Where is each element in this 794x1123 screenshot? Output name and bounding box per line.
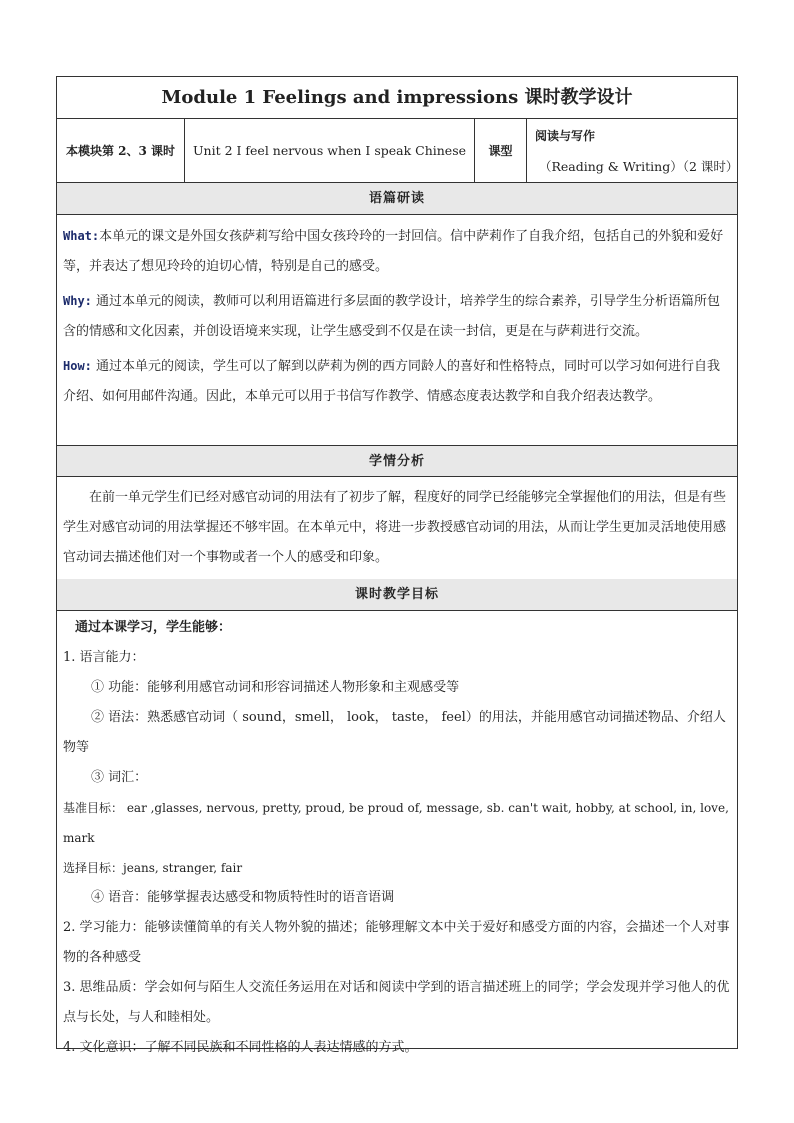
objectives-intro: 通过本课学习，学生能够：	[75, 620, 232, 635]
objective-1a: ① 功能：能够利用感官动词和形容词描述人物形象和主观感受等	[91, 680, 460, 695]
how-paragraph	[63, 351, 731, 412]
why-key: Why:	[63, 294, 92, 308]
type-label: 课型	[475, 119, 527, 182]
objective-4: 4. 文化意识：了解不同民族和不同性格的人表达情感的方式。	[63, 1040, 418, 1055]
objective-1b: ② 语法：熟悉感官动词（ sound，smell， look， taste， feel）的用法，并能用感官动词描述物品、介绍人物等	[63, 710, 726, 755]
why-paragraph	[63, 286, 731, 347]
objective-1c: ③ 词汇：	[91, 770, 148, 785]
how-text: 通过本单元的阅读，学生可以了解到以萨莉为例的西方同龄人的喜好和性格特点，同时可以学习如何进行自我介绍、如何用邮件沟通。因此，本单元可以用于书信写作教学、情感态度表达教学和自我介绍表达教学。	[63, 359, 721, 404]
type-value	[527, 119, 737, 182]
objectives-content	[57, 613, 737, 1055]
vocab-choice: 选择目标：jeans, stranger, fair	[63, 861, 243, 875]
unit-title: Unit 2 I feel nervous when I speak Chinese	[185, 119, 475, 182]
objective-1d: ④ 语音：能够掌握表达感受和物质特性时的语音语调	[91, 890, 395, 905]
type-value-en: （Reading & Writing）（2 课时）	[539, 159, 739, 174]
lesson-plan-table	[56, 76, 739, 1055]
what-paragraph	[63, 221, 731, 282]
section-text-study	[57, 215, 737, 469]
section-heading-text-study: 语篇研读	[57, 183, 737, 215]
page-title: Module 1 Feelings and impressions 课时教学设计	[57, 77, 737, 119]
vocab-basic: 基准目标： ear ,glasses, nervous, pretty, proud, be proud of, message, sb. can't wait, hobby, at school, in, love, mark	[63, 801, 729, 845]
what-text: 本单元的课文是外国女孩萨莉写给中国女孩玲玲的一封回信。信中萨莉作了自我介绍，包括自己的外貌和爱好等，并表达了想见玲玲的迫切心情，特别是自己的感受。	[63, 229, 724, 274]
objective-3: 3. 思维品质：学会如何与陌生人交流任务运用在对话和阅读中学到的语言描述班上的同学；学会发现并学习他人的优点与长处，与人和睦相处。	[63, 980, 730, 1025]
section-heading-objectives: 课时教学目标	[57, 579, 737, 611]
type-value-cn: 阅读与写作	[535, 129, 596, 143]
period-label: 本模块第 2、3 课时	[57, 119, 185, 182]
how-key: How:	[63, 359, 92, 373]
objective-2: 2. 学习能力：能够读懂简单的有关人物外貌的描述；能够理解文本中关于爱好和感受方面的内容，会描述一个人对事物的各种感受	[63, 920, 730, 965]
student-analysis-text: 在前一单元学生们已经对感官动词的用法有了初步了解，程度好的同学已经能够完全掌握他们的用法，但是有些学生对感官动词的用法掌握还不够牢固。在本单元中，将进一步教授感官动词的用法，从而让学生更加灵活地使用感官动词去描述他们对一个事物或者一个人的感受和印象。	[63, 490, 727, 565]
what-key: What:	[63, 229, 100, 243]
why-text: 通过本单元的阅读，教师可以利用语篇进行多层面的教学设计，培养学生的综合素养，引导学生分析语篇所包含的情感和文化因素，并创设语境来实现，让学生感受到不仅是在读一封信，更是在与萨莉进行交流。	[63, 294, 721, 339]
info-row	[57, 119, 737, 183]
objective-1: 1. 语言能力：	[63, 650, 145, 665]
section-heading-student-analysis: 学情分析	[57, 445, 737, 477]
